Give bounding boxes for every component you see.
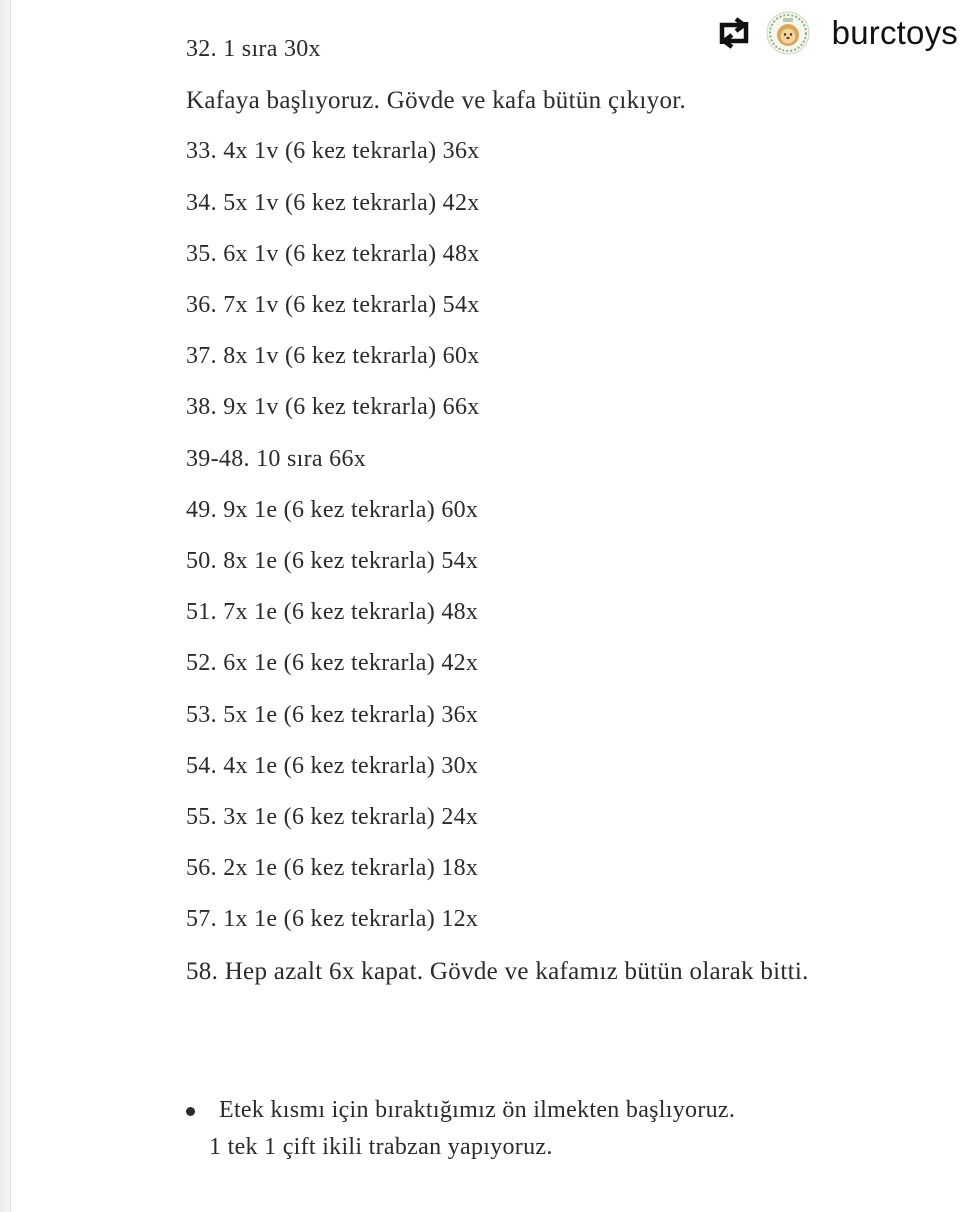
row-instruction: 34. 5x 1v (6 kez tekrarla) 42x [186, 189, 480, 216]
row-instruction: 53. 5x 1e (6 kez tekrarla) 36x [186, 701, 479, 728]
row-instruction: 36. 7x 1v (6 kez tekrarla) 54x [186, 292, 480, 319]
row-instruction: 33. 4x 1v (6 kez tekrarla) 36x [186, 138, 480, 165]
pattern-instructions [186, 24, 916, 990]
row-instruction: 50. 8x 1e (6 kez tekrarla) 54x [186, 548, 479, 575]
row-instruction: 49. 9x 1e (6 kez tekrarla) 60x [186, 496, 479, 523]
row-instruction: 54. 4x 1e (6 kez tekrarla) 30x [186, 752, 479, 779]
bullet-dot-icon [186, 1107, 195, 1116]
final-row-instruction: 58. Hep azalt 6x kapat. Gövde ve kafamız bütün olarak bitti. [186, 957, 809, 985]
row-instruction: 39-48. 10 sıra 66x [186, 445, 367, 472]
page-left-edge [0, 0, 11, 1212]
section-intro: Kafaya başlıyoruz. Gövde ve kafa bütün çıkıyor. [186, 87, 687, 115]
bullet-line-2: 1 tek 1 çift ikili trabzan yapıyoruz. [209, 1134, 553, 1160]
row-instruction: 57. 1x 1e (6 kez tekrarla) 12x [186, 906, 479, 933]
bullet-line-1: Etek kısmı için bıraktığımız ön ilmekten başlıyoruz. [219, 1097, 736, 1123]
row-instruction: 38. 9x 1v (6 kez tekrarla) 66x [186, 394, 480, 421]
row-instruction: 35. 6x 1v (6 kez tekrarla) 48x [186, 240, 480, 267]
row-instruction: 55. 3x 1e (6 kez tekrarla) 24x [186, 804, 479, 831]
row-instruction: 37. 8x 1v (6 kez tekrarla) 60x [186, 343, 480, 370]
row-instruction: 52. 6x 1e (6 kez tekrarla) 42x [186, 650, 479, 677]
row-instruction: 56. 2x 1e (6 kez tekrarla) 18x [186, 855, 479, 882]
row-instruction: 51. 7x 1e (6 kez tekrarla) 48x [186, 599, 479, 626]
bullet-item [186, 1092, 916, 1166]
repost-username[interactable]: burctoys [831, 14, 958, 51]
bullet-text [209, 1092, 916, 1166]
row-instruction: 32. 1 sıra 30x [186, 36, 321, 62]
